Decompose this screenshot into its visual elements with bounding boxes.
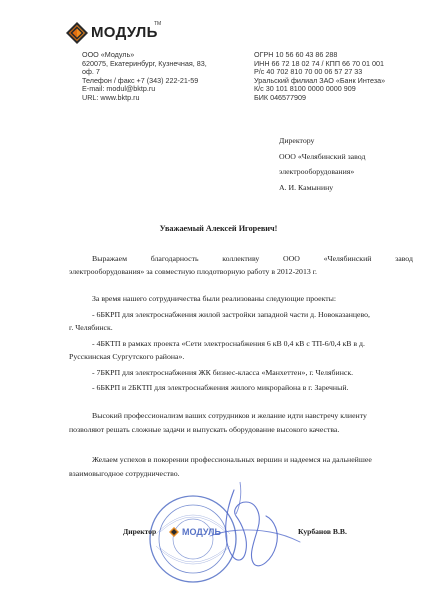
- project-item: [69, 337, 419, 364]
- addressee-block: [279, 133, 429, 195]
- intro-line-1: [69, 252, 413, 265]
- company-phone: Телефон / факс +7 (343) 222-21-59: [82, 75, 199, 85]
- intro-paragraph: [69, 252, 413, 278]
- project-line: - 6БКРП и 2БКТП для электроснабжения жилого микрорайона в г. Заречный.: [92, 383, 349, 392]
- company-url: URL: www.bktp.ru: [82, 92, 140, 102]
- intro-line-2: электрооборудования» за совместную плодотворную работу в 2012-2013 г.: [69, 267, 317, 276]
- requisite-corr-account: К/с 30 101 8100 0000 0000 909: [254, 84, 356, 94]
- project-line: г. Челябинск.: [69, 323, 113, 332]
- company-address: 620075, Екатеринбург, Кузнечная, 83,: [82, 58, 207, 68]
- project-item: [69, 308, 419, 335]
- requisite-inn: ИНН 66 72 18 02 74 / КПП 66 70 01 001: [254, 58, 384, 68]
- requisite-bank: Уральский филиал ЗАО «Банк Интеза»: [254, 75, 386, 85]
- company-contacts: [82, 51, 232, 103]
- addressee-position: Директору: [279, 136, 315, 145]
- intro-word: благодарность: [150, 254, 199, 263]
- project-item: [69, 381, 419, 395]
- projects-intro: За время нашего сотрудничества были реализованы следующие проекты:: [92, 294, 337, 303]
- projects-section: [69, 292, 419, 395]
- logo-text: МОДУЛЬ: [91, 24, 158, 41]
- addressee-company-cont: электрооборудования»: [279, 167, 355, 176]
- intro-word: коллективу: [222, 254, 260, 263]
- company-name: ООО «Модуль»: [82, 50, 135, 59]
- project-line: - 4БКТП в рамках проекта «Сети электроснабжения 6 кВ 0,4 кВ с ТП-6/0,4 кВ в д.: [92, 338, 365, 348]
- requisite-ogrn: ОГРН 10 56 60 43 86 288: [254, 50, 338, 59]
- intro-word: Выражаем: [92, 254, 128, 263]
- project-line: - 6БКРП для электроснабжения жилой застройки западной части д. Новоказанцево,: [92, 309, 370, 319]
- signature-name: Курбанов В.В.: [298, 527, 347, 536]
- handwritten-signature: [196, 480, 306, 570]
- wishes-line: Желаем успехов в покорении профессиональных вершин и надеемся на дальнейшее: [92, 455, 372, 464]
- wishes-paragraph: [69, 453, 419, 481]
- logo-trademark: TM: [154, 21, 162, 27]
- addressee-name: А. И. Камынину: [279, 182, 334, 192]
- closing-line: Высокий профессионализм ваших сотрудников и желание идти навстречу клиенту: [92, 411, 367, 420]
- logo-mark-icon: [66, 22, 88, 44]
- addressee-company: ООО «Челябинский завод: [279, 151, 366, 161]
- greeting: Уважаемый Алексей Игоревич!: [159, 224, 278, 233]
- project-line: - 7БКРП для электроснабжения ЖК бизнес-класса «Манхеттен», г. Челябинск.: [92, 367, 354, 377]
- signature-title: Директор: [123, 527, 157, 536]
- requisite-bik: БИК 046577909: [254, 92, 307, 102]
- project-line: Русскинская Сургутского района».: [69, 352, 185, 361]
- intro-word: завод: [395, 254, 413, 263]
- company-logo: [66, 20, 176, 46]
- company-email: E-mail: modul@bktp.ru: [82, 84, 156, 94]
- closing-line: позволяют решать сложные задачи и выпускать оборудование высокого качества.: [69, 425, 340, 434]
- stamp-text: МОДУЛЬ: [182, 527, 221, 537]
- intro-word: ООО: [283, 254, 300, 263]
- company-office: оф. 7: [82, 67, 100, 77]
- company-requisites: [254, 51, 424, 103]
- intro-word: «Челябинский: [323, 254, 372, 263]
- requisite-account: Р/с 40 702 810 70 00 06 57 27 33: [254, 67, 363, 77]
- closing-paragraph: [69, 409, 419, 437]
- project-item: [69, 366, 419, 380]
- wishes-line: взаимовыгодное сотрудничество.: [69, 469, 180, 478]
